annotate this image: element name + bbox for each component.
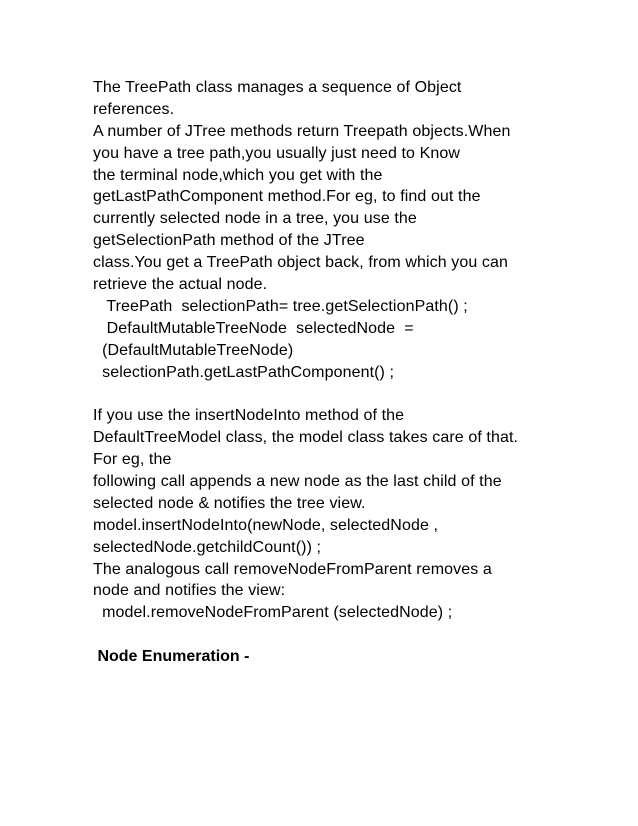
text-line: currently selected node in a tree, you use the — [93, 210, 417, 228]
text-line: selected node & notifies the tree view. — [93, 494, 366, 512]
text-line: references. — [93, 100, 175, 118]
section-heading: Node Enumeration - — [93, 648, 250, 666]
text-line: node and notifies the view: — [93, 582, 286, 600]
text-line: you have a tree path,you usually just need to Know — [93, 144, 461, 162]
code-line: selectionPath.getLastPathComponent() ; — [93, 363, 395, 381]
blank-line — [93, 624, 633, 646]
text-line: the terminal node,which you get with the — [93, 166, 383, 184]
text-line: retrieve the actual node. — [93, 276, 268, 294]
text-line: class.You get a TreePath object back, from which you can — [93, 254, 509, 272]
code-line: selectedNode.getchildCount()) ; — [93, 538, 322, 556]
document-body — [93, 77, 633, 668]
text-line: The TreePath class manages a sequence of Object — [93, 79, 462, 96]
code-line: DefaultMutableTreeNode selectedNode = — [93, 319, 414, 337]
text-line: If you use the insertNodeInto method of the — [93, 407, 405, 425]
text-line: following call appends a new node as the last child of the — [93, 473, 502, 491]
code-line: model.removeNodeFromParent (selectedNode) ; — [93, 604, 453, 622]
text-line: For eg, the — [93, 451, 172, 469]
text-line: getSelectionPath method of the JTree — [93, 232, 365, 250]
text-line: The analogous call removeNodeFromParent removes a — [93, 560, 492, 578]
code-line: TreePath selectionPath= tree.getSelectionPath() ; — [93, 297, 468, 315]
blank-line — [93, 383, 633, 405]
text-line: A number of JTree methods return Treepath objects.When — [93, 122, 511, 140]
text-line: getLastPathComponent method.For eg, to find out the — [93, 188, 481, 206]
code-line: model.insertNodeInto(newNode, selectedNode , — [93, 516, 439, 534]
code-line: (DefaultMutableTreeNode) — [93, 341, 294, 359]
text-line: DefaultTreeModel class, the model class takes care of that. — [93, 429, 519, 447]
